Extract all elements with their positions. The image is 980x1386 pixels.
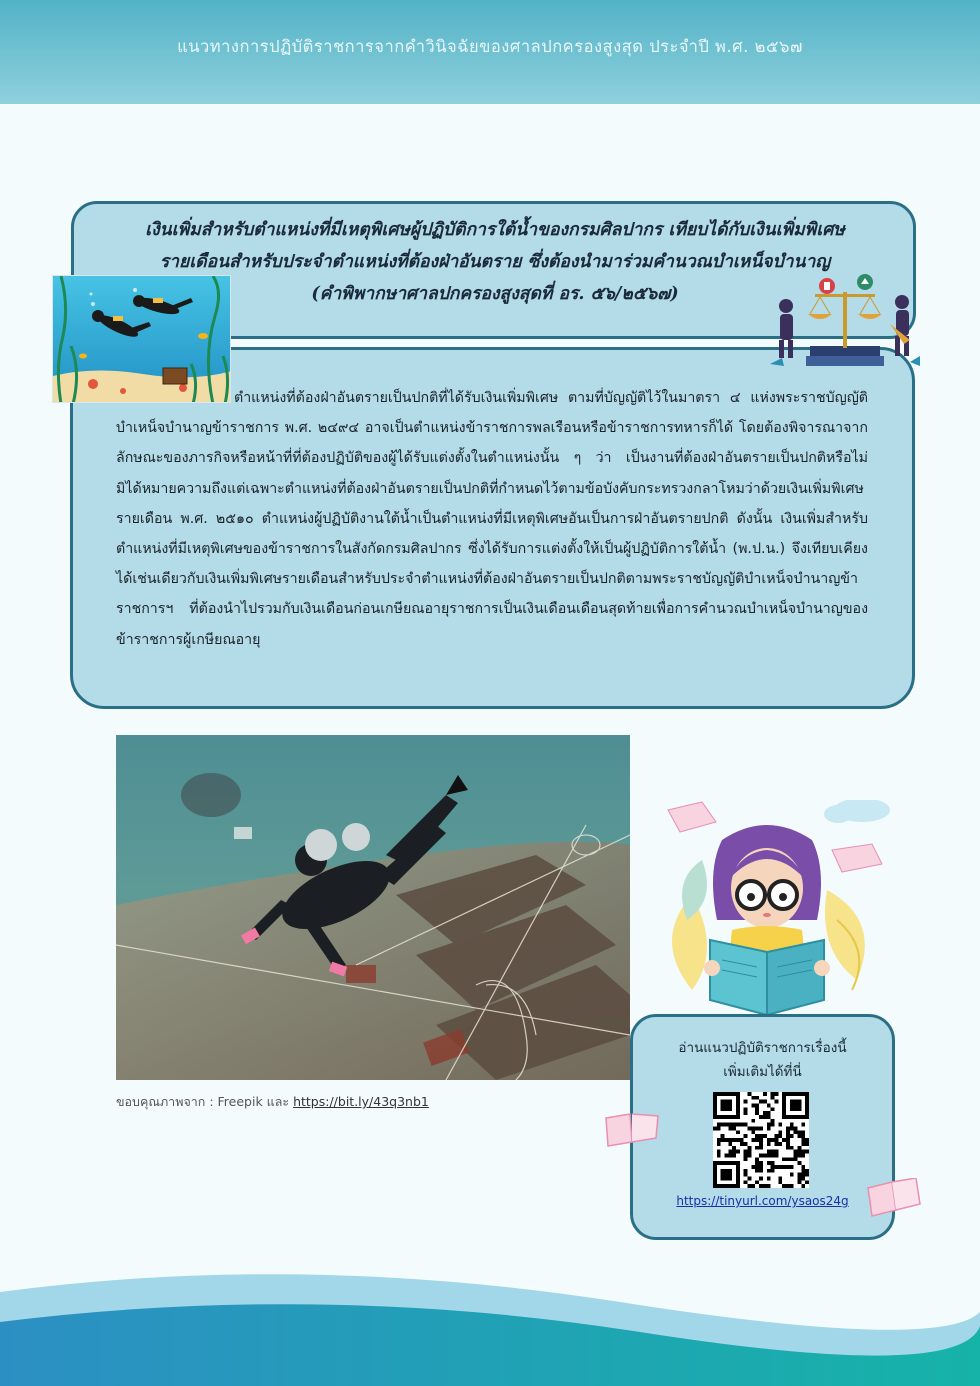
qr-label-line1: อ่านแนวปฏิบัติราชการเรื่องนี้ (678, 1040, 847, 1056)
qr-label-line2: เพิ่มเติมได้ที่นี่ (723, 1064, 802, 1080)
diver-illustration (52, 275, 231, 403)
credit-link[interactable]: https://bit.ly/43q3nb1 (293, 1094, 429, 1109)
book-icon (602, 1112, 662, 1152)
image-credit (116, 1092, 429, 1112)
justice-scale-illustration (770, 272, 920, 370)
credit-prefix: ขอบคุณภาพจาก : Freepik และ (116, 1094, 294, 1109)
case-title-line2: รายเดือนสำหรับประจำตำแหน่งที่ต้องฝ่าอันตราย ซึ่งต้องนำมาร่วมคำนวณบำเหน็จบำนาญ (159, 252, 831, 272)
header-title: แนวทางการปฏิบัติราชการจากคำวินิจฉัยของศาลปกครองสูงสุด ประจำปี พ.ศ. ๒๕๖๗ (177, 37, 803, 56)
footer-wave (0, 1262, 980, 1386)
girl-reading-illustration (632, 800, 902, 1030)
book-icon (864, 1178, 924, 1222)
qr-link[interactable]: https://tinyurl.com/ysaos24g (676, 1194, 849, 1208)
case-title-line1: เงินเพิ่มสำหรับตำแหน่งที่มีเหตุพิเศษผู้ปฏิบัติการใต้น้ำของกรมศิลปากร เทียบได้กับเงินเพิ่มพิเศษ (145, 220, 845, 240)
body-paragraph: ตำแหน่งที่ต้องฝ่าอันตรายเป็นปกติที่ได้รับเงินเพิ่มพิเศษ ตามที่บัญญัติไว้ในมาตรา ๔ แห่งพระราชบัญญัติบำเหน็จบำนาญข้าราชการ พ.ศ. ๒๔๙๔ อาจเป็นตำแหน่งข้าราชการพลเรือนหรือข้าราชการทหารก็ได้ โดยต้องพิจารณาจากลักษณะของภารกิจหรือหน้าที่ที่ต้องปฏิบัติของผู้ได้รับแต่งตั้งในตำแหน่งนั้น ๆ ว่า เป็นงานที่ต้องฝ่าอันตรายเป็นปกติหรือไม่ มิได้หมายความถึงแต่เฉพาะตำแหน่งที่ต้องฝ่าอันตรายเป็นปกติที่กำหนดไว้ตามข้อบังคับกระทรวงกลาโหมว่าด้วยเงินเพิ่มพิเศษรายเดือน พ.ศ. ๒๕๑๐ ตำแหน่งผู้ปฏิบัติงานใต้น้ำเป็นตำแหน่งที่มีเหตุพิเศษอันเป็นการฝ่าอันตรายปกติ ดังนั้น เงินเพิ่มสำหรับตำแหน่งที่มีเหตุพิเศษของข้าราชการในสังกัดกรมศิลปากร ซึ่งได้รับการแต่งตั้งให้เป็นผู้ปฏิบัติการใต้น้ำ (พ.ป.น.) จึงเทียบเคียงได้เช่นเดียวกับเงินเพิ่มพิเศษรายเดือนสำหรับประจำตำแหน่งที่ต้องฝ่าอันตรายเป็นปกติตามพระราชบัญญัติบำเหน็จบำนาญข้าราชการฯ ที่ต้องนำไปรวมกับเงินเดือนก่อนเกษียณอายุราชการเป็นเงินเดือนเดือนสุดท้ายเพื่อการคำนวณบำเหน็จบำนาญของข้าราชการผู้เกษียณอายุ (116, 390, 868, 648)
underwater-excavation-photo (116, 735, 630, 1080)
qr-code-icon[interactable] (713, 1092, 809, 1188)
qr-label (640, 1036, 885, 1084)
case-title-line3: (คำพิพากษาศาลปกครองสูงสุดที่ อร. ๕๖/๒๕๖๗) (311, 284, 679, 304)
